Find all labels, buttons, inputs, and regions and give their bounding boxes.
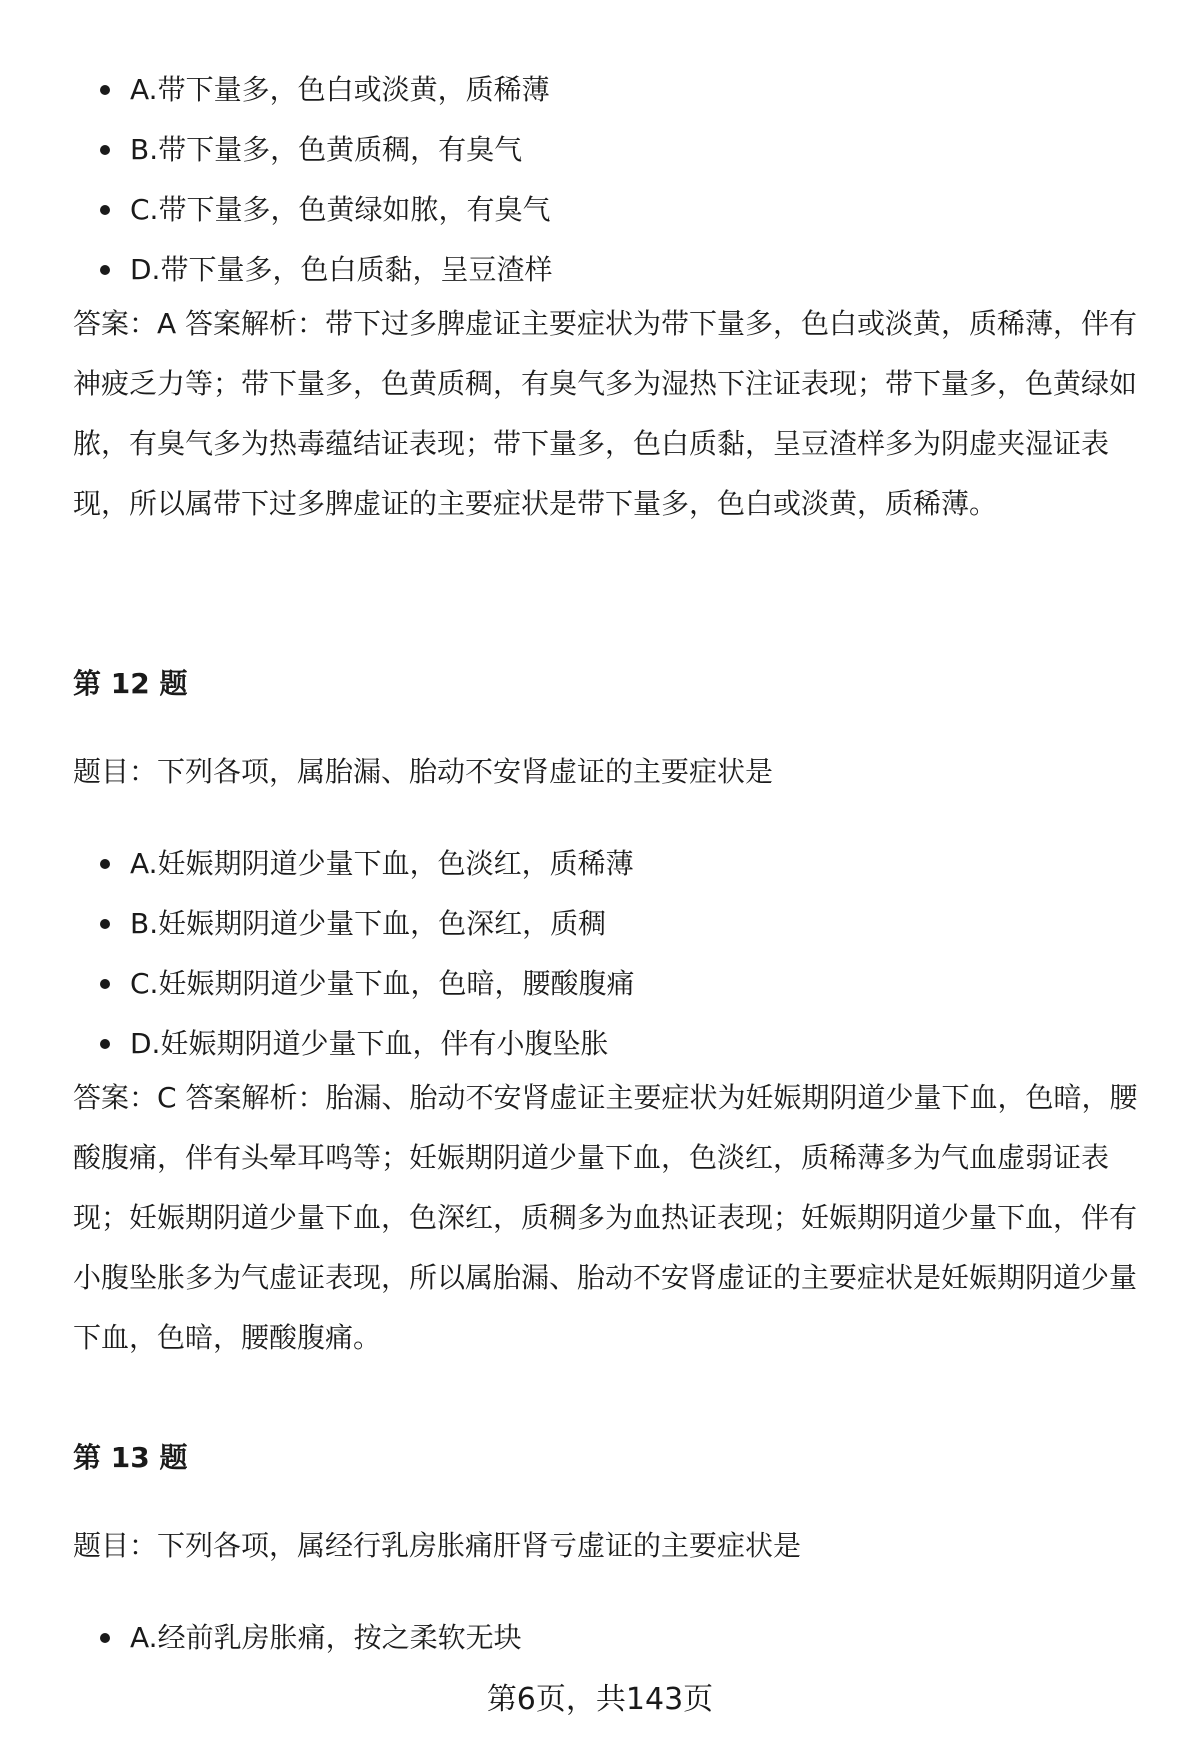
option-item: C.妊娠期阴道少量下血，色暗，腰酸腹痛 [73, 954, 1153, 1014]
option-item: D.带下量多，色白质黏，呈豆渣样 [73, 240, 1153, 300]
q13-title: 第 13 题 [73, 1441, 188, 1474]
option-item: A.带下量多，色白或淡黄，质稀薄 [73, 60, 1153, 120]
q13-question: 题目：下列各项，属经行乳房胀痛肝肾亏虚证的主要症状是 [73, 1529, 802, 1562]
q12-options [73, 834, 1153, 1074]
option-item: B.妊娠期阴道少量下血，色深红，质稠 [73, 894, 1153, 954]
option-item: C.带下量多，色黄绿如脓，有臭气 [73, 180, 1153, 240]
option-item: A.经前乳房胀痛，按之柔软无块 [73, 1608, 1153, 1668]
q11-options [73, 60, 1153, 300]
q12-question: 题目：下列各项，属胎漏、胎动不安肾虚证的主要症状是 [73, 755, 774, 788]
option-item: D.妊娠期阴道少量下血，伴有小腹坠胀 [73, 1014, 1153, 1074]
option-item: A.妊娠期阴道少量下血，色淡红，质稀薄 [73, 834, 1153, 894]
q12-title: 第 12 题 [73, 667, 188, 700]
page-footer: 第6页，共143页 [486, 1682, 714, 1717]
q11-answer: 答案：A 答案解析：带下过多脾虚证主要症状为带下量多，色白或淡黄，质稀薄，伴有神疲乏力等；带下量多，色黄质稠，有臭气多为湿热下注证表现；带下量多，色黄绿如脓，有臭气多为热毒蕴结证表现；带下量多，色白质黏，呈豆渣样多为阴虚夹湿证表现，所以属带下过多脾虚证的主要症状是带下量多，色白或淡黄，质稀薄。 [73, 307, 1138, 520]
q13-options [73, 1608, 1153, 1668]
q12-answer: 答案：C 答案解析：胎漏、胎动不安肾虚证主要症状为妊娠期阴道少量下血，色暗，腰酸腹痛，伴有头晕耳鸣等；妊娠期阴道少量下血，色淡红，质稀薄多为气血虚弱证表现；妊娠期阴道少量下血，色深红，质稠多为血热证表现；妊娠期阴道少量下血，伴有小腹坠胀多为气虚证表现，所以属胎漏、胎动不安肾虚证的主要症状是妊娠期阴道少量下血，色暗，腰酸腹痛。 [73, 1081, 1138, 1354]
option-item: B.带下量多，色黄质稠，有臭气 [73, 120, 1153, 180]
